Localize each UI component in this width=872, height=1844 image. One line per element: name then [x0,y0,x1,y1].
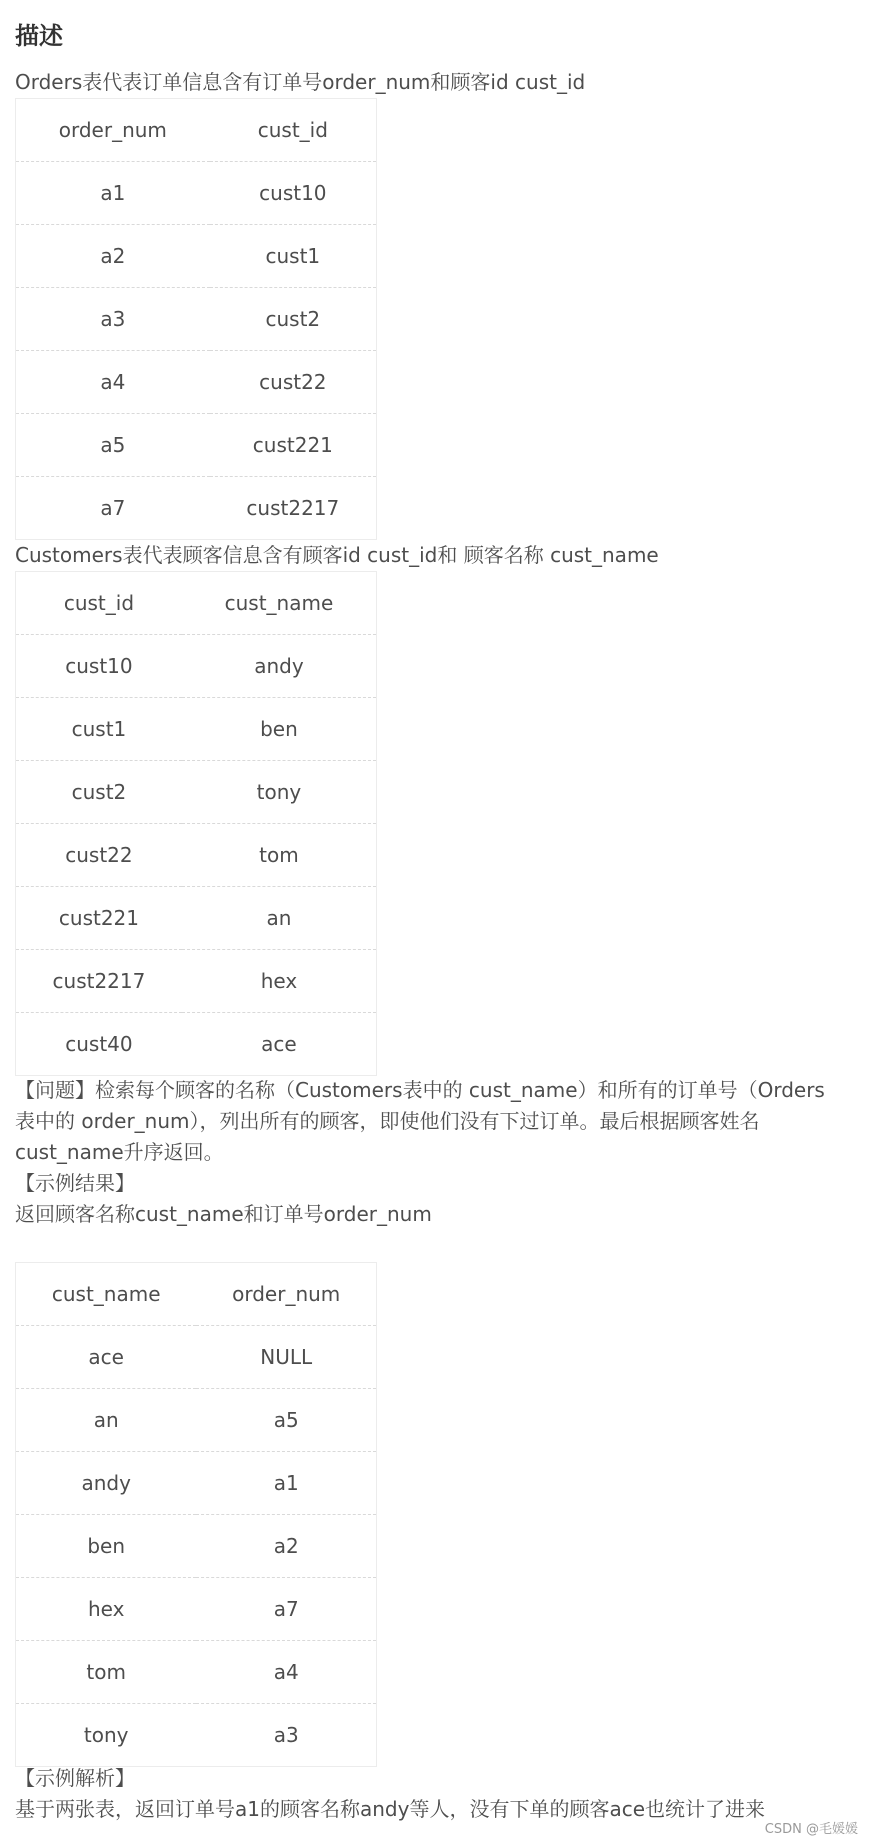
customers-cell-cust-id: cust40 [65,1032,133,1056]
orders-cell-order-num: a7 [100,496,126,520]
orders-intro: Orders表代表订单信息含有订单号order_num和顾客id cust_id [15,70,586,94]
example-result-label: 【示例结果】 [15,1171,135,1195]
customers-cell-cust-name: ace [261,1032,297,1056]
orders-table [15,98,377,540]
customers-cell-cust-id: cust2 [16,761,182,824]
table-row [16,477,377,540]
orders-cell-cust-id: cust221 [210,414,377,477]
customers-cell-cust-name: andy [182,635,377,698]
table-row [16,1578,377,1641]
customers-header-cust-name: cust_name [182,572,377,635]
table-row [16,1515,377,1578]
orders-cell-order-num: a1 [16,162,210,225]
example-cell-order-num: a5 [196,1389,376,1452]
customers-cell-cust-name: tom [182,824,377,887]
customers-cell-cust-id: cust221 [16,887,182,950]
example-result-table [15,1262,377,1767]
table-row [16,1704,377,1767]
table-row [16,887,377,950]
orders-cell-order-num: a4 [16,351,210,414]
customers-table [15,571,377,1076]
example-result-intro: 返回顾客名称cust_name和订单号order_num [15,1202,432,1226]
customers-cell-cust-id: cust2217 [16,950,182,1013]
example-cell-order-num: a3 [273,1723,299,1747]
table-row [16,414,377,477]
example-cell-cust-name: tom [16,1641,197,1704]
example-header-cust-name: cust_name [16,1263,197,1326]
example-cell-cust-name: ace [16,1326,197,1389]
example-header-order-num: order_num [196,1263,376,1326]
example-cell-cust-name: an [16,1389,197,1452]
table-row [16,288,377,351]
customers-cell-cust-id: cust10 [16,635,182,698]
orders-cell-order-num: a3 [16,288,210,351]
orders-cell-cust-id: cust2 [210,288,377,351]
orders-header-row [16,99,377,162]
example-cell-order-num: a7 [196,1578,376,1641]
orders-cell-cust-id: cust2217 [246,496,340,520]
customers-header-cust-id: cust_id [16,572,182,635]
table-row [16,761,377,824]
customers-header-row [16,572,377,635]
question-line-3: cust_name升序返回。 [15,1140,224,1164]
example-analysis-text: 基于两张表，返回订单号a1的顾客名称andy等人，没有下单的顾客ace也统计了进来 [15,1797,765,1821]
orders-header-cust-id: cust_id [210,99,377,162]
table-row [16,1326,377,1389]
orders-cell-cust-id: cust1 [210,225,377,288]
question-line-1: 【问题】检索每个顾客的名称（Customers表中的 cust_name）和所有的订单号（Orders [15,1078,825,1102]
question-line-2: 表中的 order_num），列出所有的顾客，即使他们没有下过订单。最后根据顾客姓名 [15,1109,760,1133]
table-row [16,1452,377,1515]
table-row [16,351,377,414]
table-row [16,824,377,887]
csdn-watermark: CSDN @毛媛媛 [764,1822,858,1837]
example-cell-cust-name: tony [83,1723,129,1747]
example-cell-cust-name: ben [16,1515,197,1578]
table-row [16,1389,377,1452]
table-row [16,225,377,288]
customers-cell-cust-name: tony [182,761,377,824]
orders-cell-cust-id: cust10 [210,162,377,225]
orders-header-order-num: order_num [16,99,210,162]
customers-cell-cust-name: ben [182,698,377,761]
example-analysis-label: 【示例解析】 [15,1766,135,1790]
example-cell-cust-name: hex [16,1578,197,1641]
table-row [16,162,377,225]
table-row [16,698,377,761]
customers-cell-cust-name: an [182,887,377,950]
customers-cell-cust-id: cust1 [16,698,182,761]
orders-cell-order-num: a5 [16,414,210,477]
example-cell-order-num: a1 [196,1452,376,1515]
table-row [16,950,377,1013]
customers-cell-cust-name: hex [182,950,377,1013]
table-row [16,1013,377,1076]
table-row [16,1641,377,1704]
example-cell-order-num: NULL [196,1326,376,1389]
example-cell-cust-name: andy [16,1452,197,1515]
customers-intro: Customers表代表顾客信息含有顾客id cust_id和 顾客名称 cust_name [15,543,659,567]
orders-cell-order-num: a2 [16,225,210,288]
customers-cell-cust-id: cust22 [16,824,182,887]
table-row [16,635,377,698]
section-heading: 描述 [15,22,63,50]
example-header-row [16,1263,377,1326]
orders-cell-cust-id: cust22 [210,351,377,414]
example-cell-order-num: a4 [196,1641,376,1704]
example-cell-order-num: a2 [196,1515,376,1578]
